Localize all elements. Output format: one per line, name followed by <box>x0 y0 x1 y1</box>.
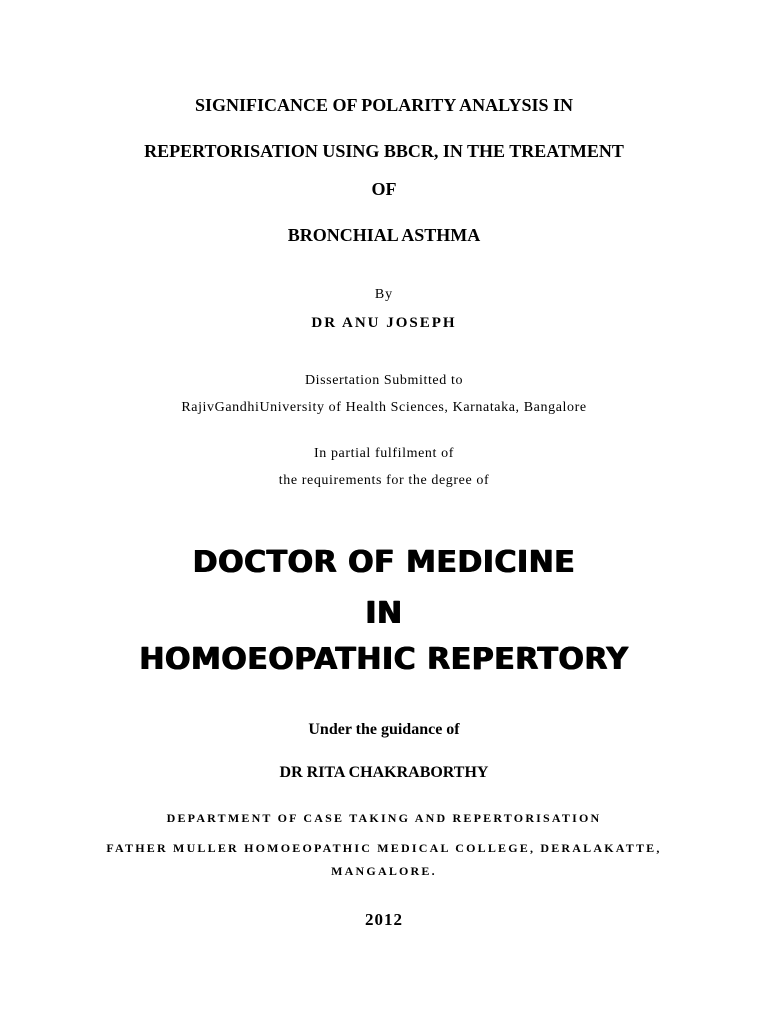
degree-line-1: DOCTOR OF MEDICINE <box>192 545 576 580</box>
title-line-2: REPERTORISATION USING BBCR, IN THE TREATMENT <box>144 141 624 161</box>
department-name: DEPARTMENT OF CASE TAKING AND REPERTORISATION <box>166 811 602 825</box>
guidance-heading: Under the guidance of <box>308 721 460 738</box>
guide-name: DR RITA CHAKRABORTHY <box>279 764 489 781</box>
title-line-4: BRONCHIAL ASTHMA <box>287 225 481 245</box>
degree-line-3: HOMOEOPATHIC REPERTORY <box>139 642 629 677</box>
title-line-1: SIGNIFICANCE OF POLARITY ANALYSIS IN <box>194 95 574 115</box>
submission-line-2: RajivGandhiUniversity of Health Sciences, Karnataka, Bangalore <box>181 400 587 415</box>
by-label: By <box>374 287 394 302</box>
title-line-3: OF <box>371 179 397 199</box>
submission-line-3: In partial fulfilment of <box>314 446 454 461</box>
college-line-1: FATHER MULLER HOMOEOPATHIC MEDICAL COLLEGE, DERALAKATTE, <box>106 841 662 855</box>
author-name: DR ANU JOSEPH <box>311 315 457 331</box>
submission-line-4: the requirements for the degree of <box>278 473 490 488</box>
submission-line-1: Dissertation Submitted to <box>304 373 464 388</box>
year: 2012 <box>365 910 403 929</box>
college-line-2: MANGALORE. <box>331 864 437 878</box>
degree-line-2: IN <box>365 596 403 631</box>
